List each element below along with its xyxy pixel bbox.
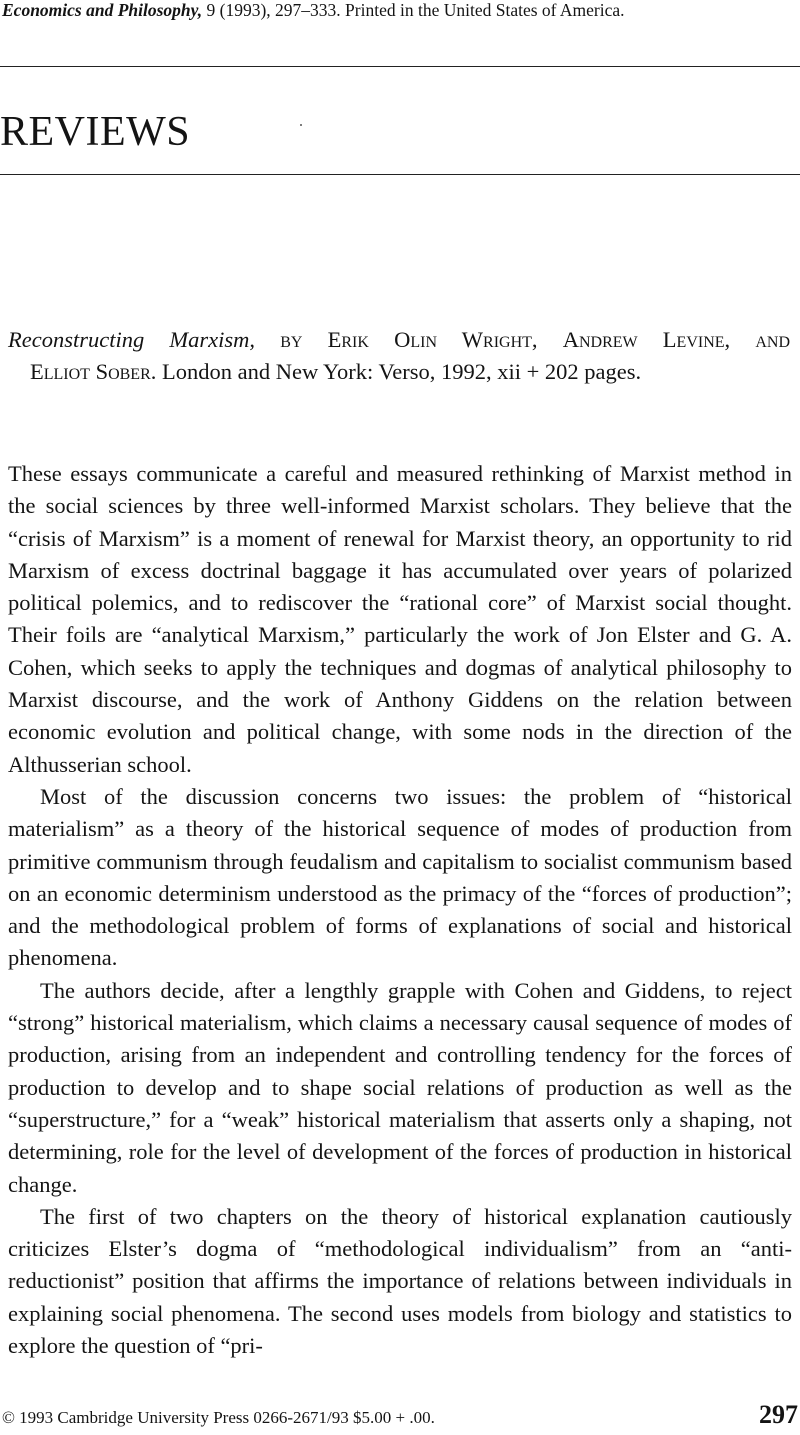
page-number: 297 <box>759 1400 798 1429</box>
journal-name: Economics and Philosophy, <box>2 0 203 20</box>
paragraph-4: The first of two chapters on the theory of historical explanation cautiously criticizes Elster’s dogma of “methodological individualism” from an “anti-reductionist” position that affirms the importance of relations between individuals in explaining social phenomena. The second uses models from biology and statistics to explore the question of “pri- <box>8 1203 792 1359</box>
paragraph-3: The authors decide, after a lengthly grapple with Cohen and Giddens, to reject “strong” historical materialism, which claims a necessary causal sequence of modes of production, arising from an independent and controlling tendency for the forces of production to develop and to shape social relations of production as well as the “superstructure,” for a “weak” historical materialism that asserts only a shaping, not determining, role for the level of development of the forces of production in historical change. <box>8 977 792 1197</box>
book-title: Reconstructing Marxism, <box>8 327 256 352</box>
copyright-line: © 1993 Cambridge University Press 0266-2671/93 $5.00 + .00. <box>2 1408 435 1427</box>
author-sober: Elliot Sober. <box>30 359 157 384</box>
citation-line-2 <box>8 356 790 388</box>
paragraph-2: Most of the discussion concerns two issues: the problem of “historical materialism” as a theory of the historical sequence of modes of production from primitive communism through feudalism and capitalism to socialist communism based on an economic determinism understood as the primacy of the “forces of production”; and the methodological problem of forms of explanations of social and historical phenomena. <box>8 783 792 971</box>
review-body <box>8 458 792 1362</box>
publication-info: London and New York: Verso, 1992, xii + 202 pages. <box>162 359 642 384</box>
top-rule <box>0 66 800 67</box>
author-levine: Andrew Levine, <box>562 327 731 352</box>
section-rule <box>0 174 800 175</box>
book-citation <box>8 324 790 388</box>
paragraph-1: These essays communicate a careful and measured rethinking of Marxist method in the social sciences by three well-informed Marxist scholars. They believe that the “crisis of Marxism” is a moment of renewal for Marxist theory, an opportunity to rid Marxism of excess doctrinal baggage it has accumulated over years of polarized political polemics, and to rediscover the “rational core” of Marxist social thought. Their foils are “analytical Marxism,” particularly the work of Jon Elster and G. A. Cohen, which seeks to apply the techniques and dogmas of analytical philosophy to Marxist discourse, and the work of Anthony Giddens on the relation between economic evolution and political change, with some nods in the direction of the Althusserian school. <box>8 461 792 777</box>
citation-and: and <box>755 327 791 352</box>
section-title: REVIEWS <box>0 109 191 155</box>
citation-by: by <box>280 327 303 352</box>
running-head <box>2 0 798 20</box>
author-wright: Erik Olin Wright, <box>327 327 538 352</box>
page-footer <box>2 1400 798 1434</box>
journal-details: 9 (1993), 297–333. Printed in the United States of America. <box>202 0 625 20</box>
print-speck <box>300 124 302 126</box>
citation-line-1 <box>8 324 790 356</box>
